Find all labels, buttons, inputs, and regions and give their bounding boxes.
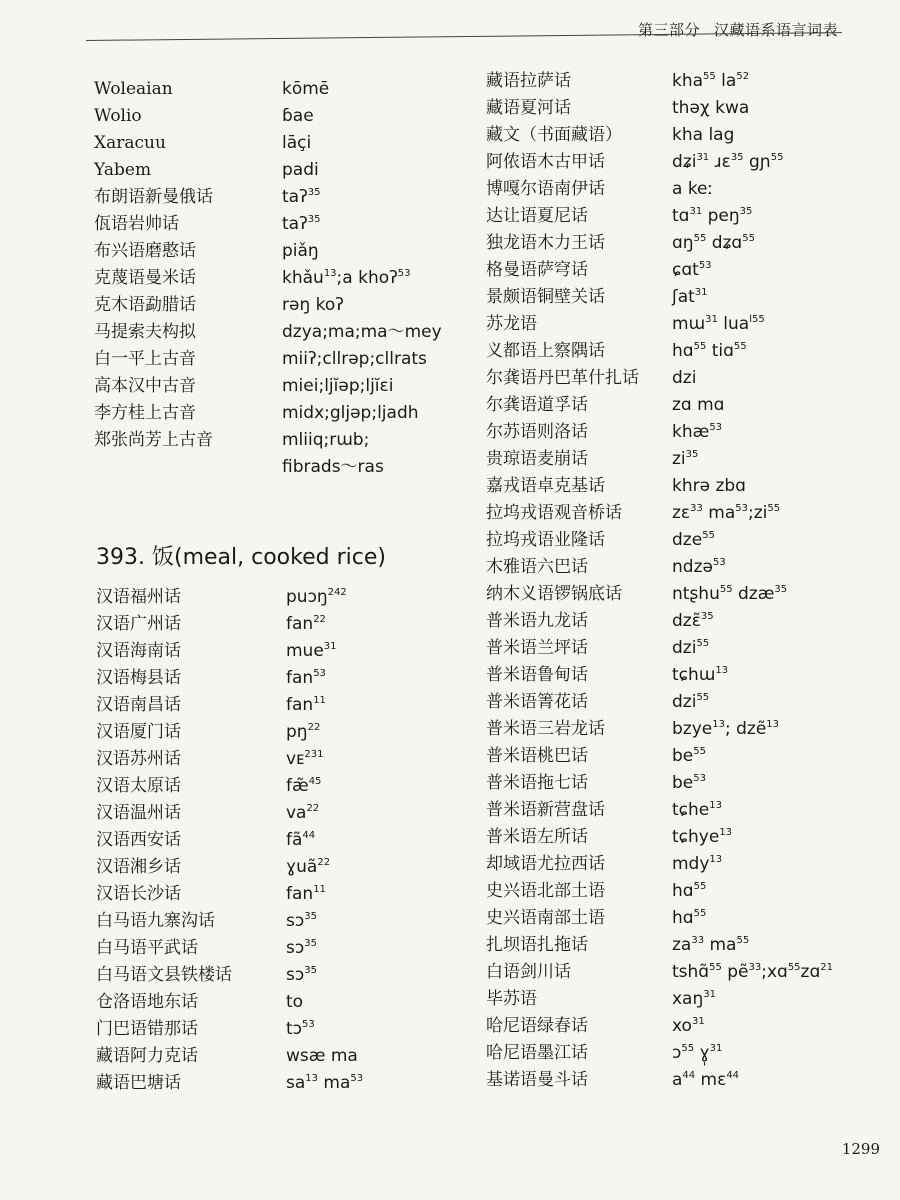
word-form: midx;gljəp;ljadh [282, 403, 419, 423]
word-form: sɔ$^{35}$ [286, 911, 317, 931]
word-form: piǎŋ [282, 241, 319, 261]
word-form: $xo^{31}$ [672, 1016, 705, 1036]
entry-row [96, 800, 426, 827]
language-name: 木雅语六巴话 [486, 557, 588, 577]
entry-row [96, 746, 426, 773]
word-form: $pŋ^{22}$ [286, 722, 321, 742]
language-name: 普米语兰坪话 [486, 638, 588, 658]
language-name: 克蔑语曼米话 [94, 268, 196, 288]
word-form: hɑ$^{55}$ tiɑ$^{55}$ [672, 341, 747, 361]
entry-row [96, 935, 426, 962]
entry-row [486, 473, 866, 500]
language-name: 马提索夫构拟 [94, 322, 196, 342]
language-name: 藏语夏河话 [486, 98, 571, 118]
language-name: 普米语九龙话 [486, 611, 588, 631]
language-name: 毕苏语 [486, 989, 537, 1009]
word-form: zɑ mɑ [672, 395, 725, 415]
entry-row [486, 770, 866, 797]
language-name: 景颇语铜壁关话 [486, 287, 605, 307]
language-name: 汉语湘乡话 [96, 857, 181, 877]
language-name: 布朗语新曼俄话 [94, 187, 213, 207]
entry-row [94, 454, 424, 481]
entry-row [96, 1070, 426, 1097]
entry-row [486, 986, 866, 1013]
entry-row [486, 797, 866, 824]
entry-row [96, 584, 426, 611]
word-form: $be^{55}$ [672, 746, 706, 766]
entry-row [94, 211, 424, 238]
entry-row [486, 122, 866, 149]
entry-row [486, 851, 866, 878]
word-form: $va^{22}$ [286, 803, 320, 823]
language-name: 白马语平武话 [96, 938, 198, 958]
word-form: dzɛ̃$^{35}$ [672, 611, 714, 631]
header-part: 第三部分 [637, 21, 700, 39]
word-form: to [286, 992, 304, 1012]
language-name: 普米语左所话 [486, 827, 588, 847]
word-form: xaŋ$^{31}$ [672, 989, 716, 1009]
language-name: 郑张尚芳上古音 [94, 430, 213, 450]
word-form: kha$^{55}$ $la^{52}$ [672, 71, 750, 91]
entry-row [486, 284, 866, 311]
word-form: fan$^{22}$ [286, 614, 326, 634]
language-name: 白马语九寨沟话 [96, 911, 215, 931]
entry-row [486, 311, 866, 338]
word-form: sɔ$^{35}$ [286, 938, 317, 958]
language-name: 藏文（书面藏语） [486, 125, 622, 145]
language-name: 尔龚语丹巴革什扎话 [486, 368, 639, 388]
entry-row [94, 265, 424, 292]
word-form: dze$^{55}$ [672, 530, 715, 550]
word-form: bzye$^{13}$; dzẽ$^{13}$ [672, 719, 780, 739]
entry-row [96, 773, 426, 800]
header-title: 汉藏语系语言词表 [713, 21, 838, 39]
language-name: 李方桂上古音 [94, 403, 196, 423]
entry-row [96, 1043, 426, 1070]
language-name: 克木语勐腊话 [94, 295, 196, 315]
entry-row [486, 662, 866, 689]
entries-column-2 [96, 584, 426, 1097]
entry-row [96, 962, 426, 989]
language-name: 普米语新营盘话 [486, 800, 605, 820]
entry-row [486, 905, 866, 932]
entry-row [486, 500, 866, 527]
language-name: 史兴语北部土语 [486, 881, 605, 901]
language-name: 独龙语木力王话 [486, 233, 605, 253]
word-form: mɯ$^{31}$ lua$^{l55}$ [672, 314, 765, 334]
word-form: ɓae [282, 106, 314, 126]
entry-row [486, 716, 866, 743]
language-name: 汉语福州话 [96, 587, 181, 607]
language-name: 藏语阿力克话 [96, 1046, 198, 1066]
language-name: 白马语文县铁楼话 [96, 965, 232, 985]
language-name: 汉语厦门话 [96, 722, 181, 742]
word-form: mue$^{31}$ [286, 641, 337, 661]
entry-row [94, 184, 424, 211]
word-form: fan$^{53}$ [286, 668, 326, 688]
language-name: 普米语鲁甸话 [486, 665, 588, 685]
word-form: $sa^{13}$ $ma^{53}$ [286, 1073, 364, 1093]
word-form: kha lag [672, 125, 735, 145]
language-name: 汉语梅县话 [96, 668, 181, 688]
language-name: 阿侬语木古甲话 [486, 152, 605, 172]
entry-row [94, 427, 424, 454]
entry-row [486, 878, 866, 905]
word-form: $be^{53}$ [672, 773, 706, 793]
entries-column-1 [94, 76, 442, 481]
language-name: 史兴语南部土语 [486, 908, 605, 928]
word-form: $fã^{44}$ [286, 830, 316, 850]
language-name: 汉语西安话 [96, 830, 181, 850]
entry-row [486, 419, 866, 446]
language-name: 嘉戎语卓克基话 [486, 476, 605, 496]
word-form: tshɑ̃$^{55}$ pẽ$^{33}$;xɑ$^{55}$zɑ$^{21}$ [672, 962, 833, 982]
entry-row [486, 1013, 866, 1040]
language-name: 博嘎尔语南伊话 [486, 179, 605, 199]
word-form: khǎu$^{13}$;a khoʔ$^{53}$ [282, 268, 411, 288]
language-name: 汉语太原话 [96, 776, 181, 796]
entry-row [486, 230, 866, 257]
entry-row [94, 238, 424, 265]
language-name: 白一平上古音 [94, 349, 196, 369]
entry-row [486, 689, 866, 716]
section-heading [96, 540, 386, 571]
word-form: $a^{44}$ mɛ$^{44}$ [672, 1070, 740, 1090]
word-form: sɔ$^{35}$ [286, 965, 317, 985]
word-form: ɑŋ$^{55}$ dʑɑ$^{55}$ [672, 233, 755, 253]
word-form: $zi^{35}$ [672, 449, 699, 469]
language-name: 普米语桃巴话 [486, 746, 588, 766]
language-name: 尔苏语则洛话 [486, 422, 588, 442]
word-form: tɔ$^{53}$ [286, 1019, 315, 1039]
word-form: rəŋ koʔ [282, 295, 344, 315]
page-number: 1299 [841, 1140, 880, 1158]
word-form: dzi$^{55}$ [672, 692, 710, 712]
word-form: ɔ$^{55}$ ɣ̩$^{31}$ [672, 1043, 723, 1063]
entry-row [486, 527, 866, 554]
section-title: 饭(meal, cooked rice) [151, 545, 386, 570]
language-name: 普米语拖七话 [486, 773, 588, 793]
word-form: thəχ kwa [672, 98, 750, 118]
entry-row [486, 959, 866, 986]
entry-row [486, 176, 866, 203]
language-name: 普米语三岩龙话 [486, 719, 605, 739]
word-form: mdy$^{13}$ [672, 854, 723, 874]
entry-row [486, 68, 866, 95]
section-number: 393. [96, 545, 145, 570]
word-form: ntʂhu$^{55}$ dzæ$^{35}$ [672, 584, 788, 604]
entry-row [96, 1016, 426, 1043]
entries-column-3 [486, 68, 866, 1094]
entry-row [94, 292, 424, 319]
language-name: 高本汉中古音 [94, 376, 196, 396]
language-name: 汉语苏州话 [96, 749, 181, 769]
word-form: ʃat$^{31}$ [672, 287, 708, 307]
word-form: fæ̃$^{45}$ [286, 776, 322, 796]
word-form: ɣuã$^{22}$ [286, 857, 331, 877]
entry-row [486, 1067, 866, 1094]
entry-row [96, 881, 426, 908]
entry-row [486, 554, 866, 581]
entry-row [486, 149, 866, 176]
word-form: ndzə$^{53}$ [672, 557, 726, 577]
word-form: padi [282, 160, 319, 180]
language-name: Wolio [94, 106, 142, 126]
entry-row [94, 400, 424, 427]
language-name: 汉语温州话 [96, 803, 181, 823]
language-name: 尔龚语道孚话 [486, 395, 588, 415]
language-name: 苏龙语 [486, 314, 537, 334]
language-name: 汉语海南话 [96, 641, 181, 661]
entry-row [94, 130, 424, 157]
language-name: 汉语广州话 [96, 614, 181, 634]
language-name: 拉坞戎语业隆话 [486, 530, 605, 550]
entry-row [486, 203, 866, 230]
language-name: 布兴语磨憨话 [94, 241, 196, 261]
word-form: khæ$^{53}$ [672, 422, 723, 442]
language-name: 普米语箐花话 [486, 692, 588, 712]
language-name: 藏语巴塘话 [96, 1073, 181, 1093]
entry-row [96, 692, 426, 719]
word-form: kōmē [282, 79, 330, 99]
word-form: taʔ$^{35}$ [282, 187, 321, 207]
entry-row [96, 827, 426, 854]
entry-row [486, 257, 866, 284]
entry-row [486, 95, 866, 122]
word-form: tɕhe$^{13}$ [672, 800, 722, 820]
language-name: 哈尼语墨江话 [486, 1043, 588, 1063]
word-form: hɑ$^{55}$ [672, 881, 707, 901]
word-form: puɔŋ$^{242}$ [286, 587, 347, 607]
word-form: dʑi$^{31}$ ɹɛ$^{35}$ gɲ$^{55}$ [672, 152, 784, 172]
entry-row [486, 581, 866, 608]
entry-row [94, 346, 427, 373]
language-name: 哈尼语绿春话 [486, 1016, 588, 1036]
entry-row [486, 365, 866, 392]
language-name: 义都语上察隅话 [486, 341, 605, 361]
entry-row [96, 989, 426, 1016]
language-name: 格曼语萨穹话 [486, 260, 588, 280]
word-form: taʔ$^{35}$ [282, 214, 321, 234]
word-form: zɛ$^{33}$ $ma^{53};zi^{55}$ [672, 503, 781, 523]
language-name: 贵琼语麦崩话 [486, 449, 588, 469]
language-name: Yabem [94, 160, 152, 180]
language-name: Xaracuu [94, 133, 166, 153]
entry-row [94, 319, 442, 346]
entry-row [94, 373, 424, 400]
entry-row [94, 76, 424, 103]
entry-row [96, 719, 426, 746]
word-form: hɑ$^{55}$ [672, 908, 707, 928]
entry-row [486, 932, 866, 959]
entry-row [94, 103, 424, 130]
running-header [638, 19, 838, 40]
entry-row [486, 608, 866, 635]
entry-row [94, 157, 424, 184]
entry-row [486, 392, 866, 419]
word-form: miei;ljĭəp;ljĭɛi [282, 376, 394, 396]
word-form: fan$^{11}$ [286, 884, 326, 904]
language-name: 扎坝语扎拖话 [486, 935, 588, 955]
entry-row [486, 446, 866, 473]
language-name: 基诺语曼斗话 [486, 1070, 588, 1090]
word-form: dzi$^{55}$ [672, 638, 710, 658]
language-name: 汉语长沙话 [96, 884, 181, 904]
word-form: dzya;ma;ma～mey [282, 322, 442, 342]
word-form: miiʔ;cllrəp;cllrats [282, 349, 427, 369]
word-form: tɕhye$^{13}$ [672, 827, 733, 847]
entry-row [486, 635, 866, 662]
word-form: mliiq;rɯb; [282, 430, 370, 450]
word-form: dzi [672, 368, 697, 388]
word-form: khrə zbɑ [672, 476, 746, 496]
entry-row [96, 854, 426, 881]
language-name: 拉坞戎语观音桥话 [486, 503, 622, 523]
language-name: 仓洛语地东话 [96, 992, 198, 1012]
language-name: 汉语南昌话 [96, 695, 181, 715]
language-name: 佤语岩帅话 [94, 214, 179, 234]
word-form: fan$^{11}$ [286, 695, 326, 715]
word-form: lāçi [282, 133, 312, 153]
entry-row [96, 908, 426, 935]
entry-row [96, 665, 426, 692]
word-form: tɕhɯ$^{13}$ [672, 665, 729, 685]
entry-row [486, 743, 866, 770]
language-name: 达让语夏尼话 [486, 206, 588, 226]
word-form: a keː [672, 179, 714, 199]
word-form: fibrads～ras [282, 457, 384, 477]
word-form: vᴇ$^{231}$ [286, 749, 324, 769]
entry-row [486, 824, 866, 851]
word-form: tɑ$^{31}$ peŋ$^{35}$ [672, 206, 753, 226]
language-name: 却域语尤拉西话 [486, 854, 605, 874]
language-name: 纳木义语锣锅底话 [486, 584, 622, 604]
language-name: 藏语拉萨话 [486, 71, 571, 91]
entry-row [486, 338, 866, 365]
language-name: 门巴语错那话 [96, 1019, 198, 1039]
entry-row [486, 1040, 866, 1067]
language-name: 白语剑川话 [486, 962, 571, 982]
word-form: wsæ ma [286, 1046, 358, 1066]
entry-row [96, 638, 426, 665]
language-name: Woleaian [94, 79, 173, 99]
word-form: $za^{33}$ $ma^{55}$ [672, 935, 750, 955]
word-form: ɕɑt$^{53}$ [672, 260, 712, 280]
entry-row [96, 611, 426, 638]
